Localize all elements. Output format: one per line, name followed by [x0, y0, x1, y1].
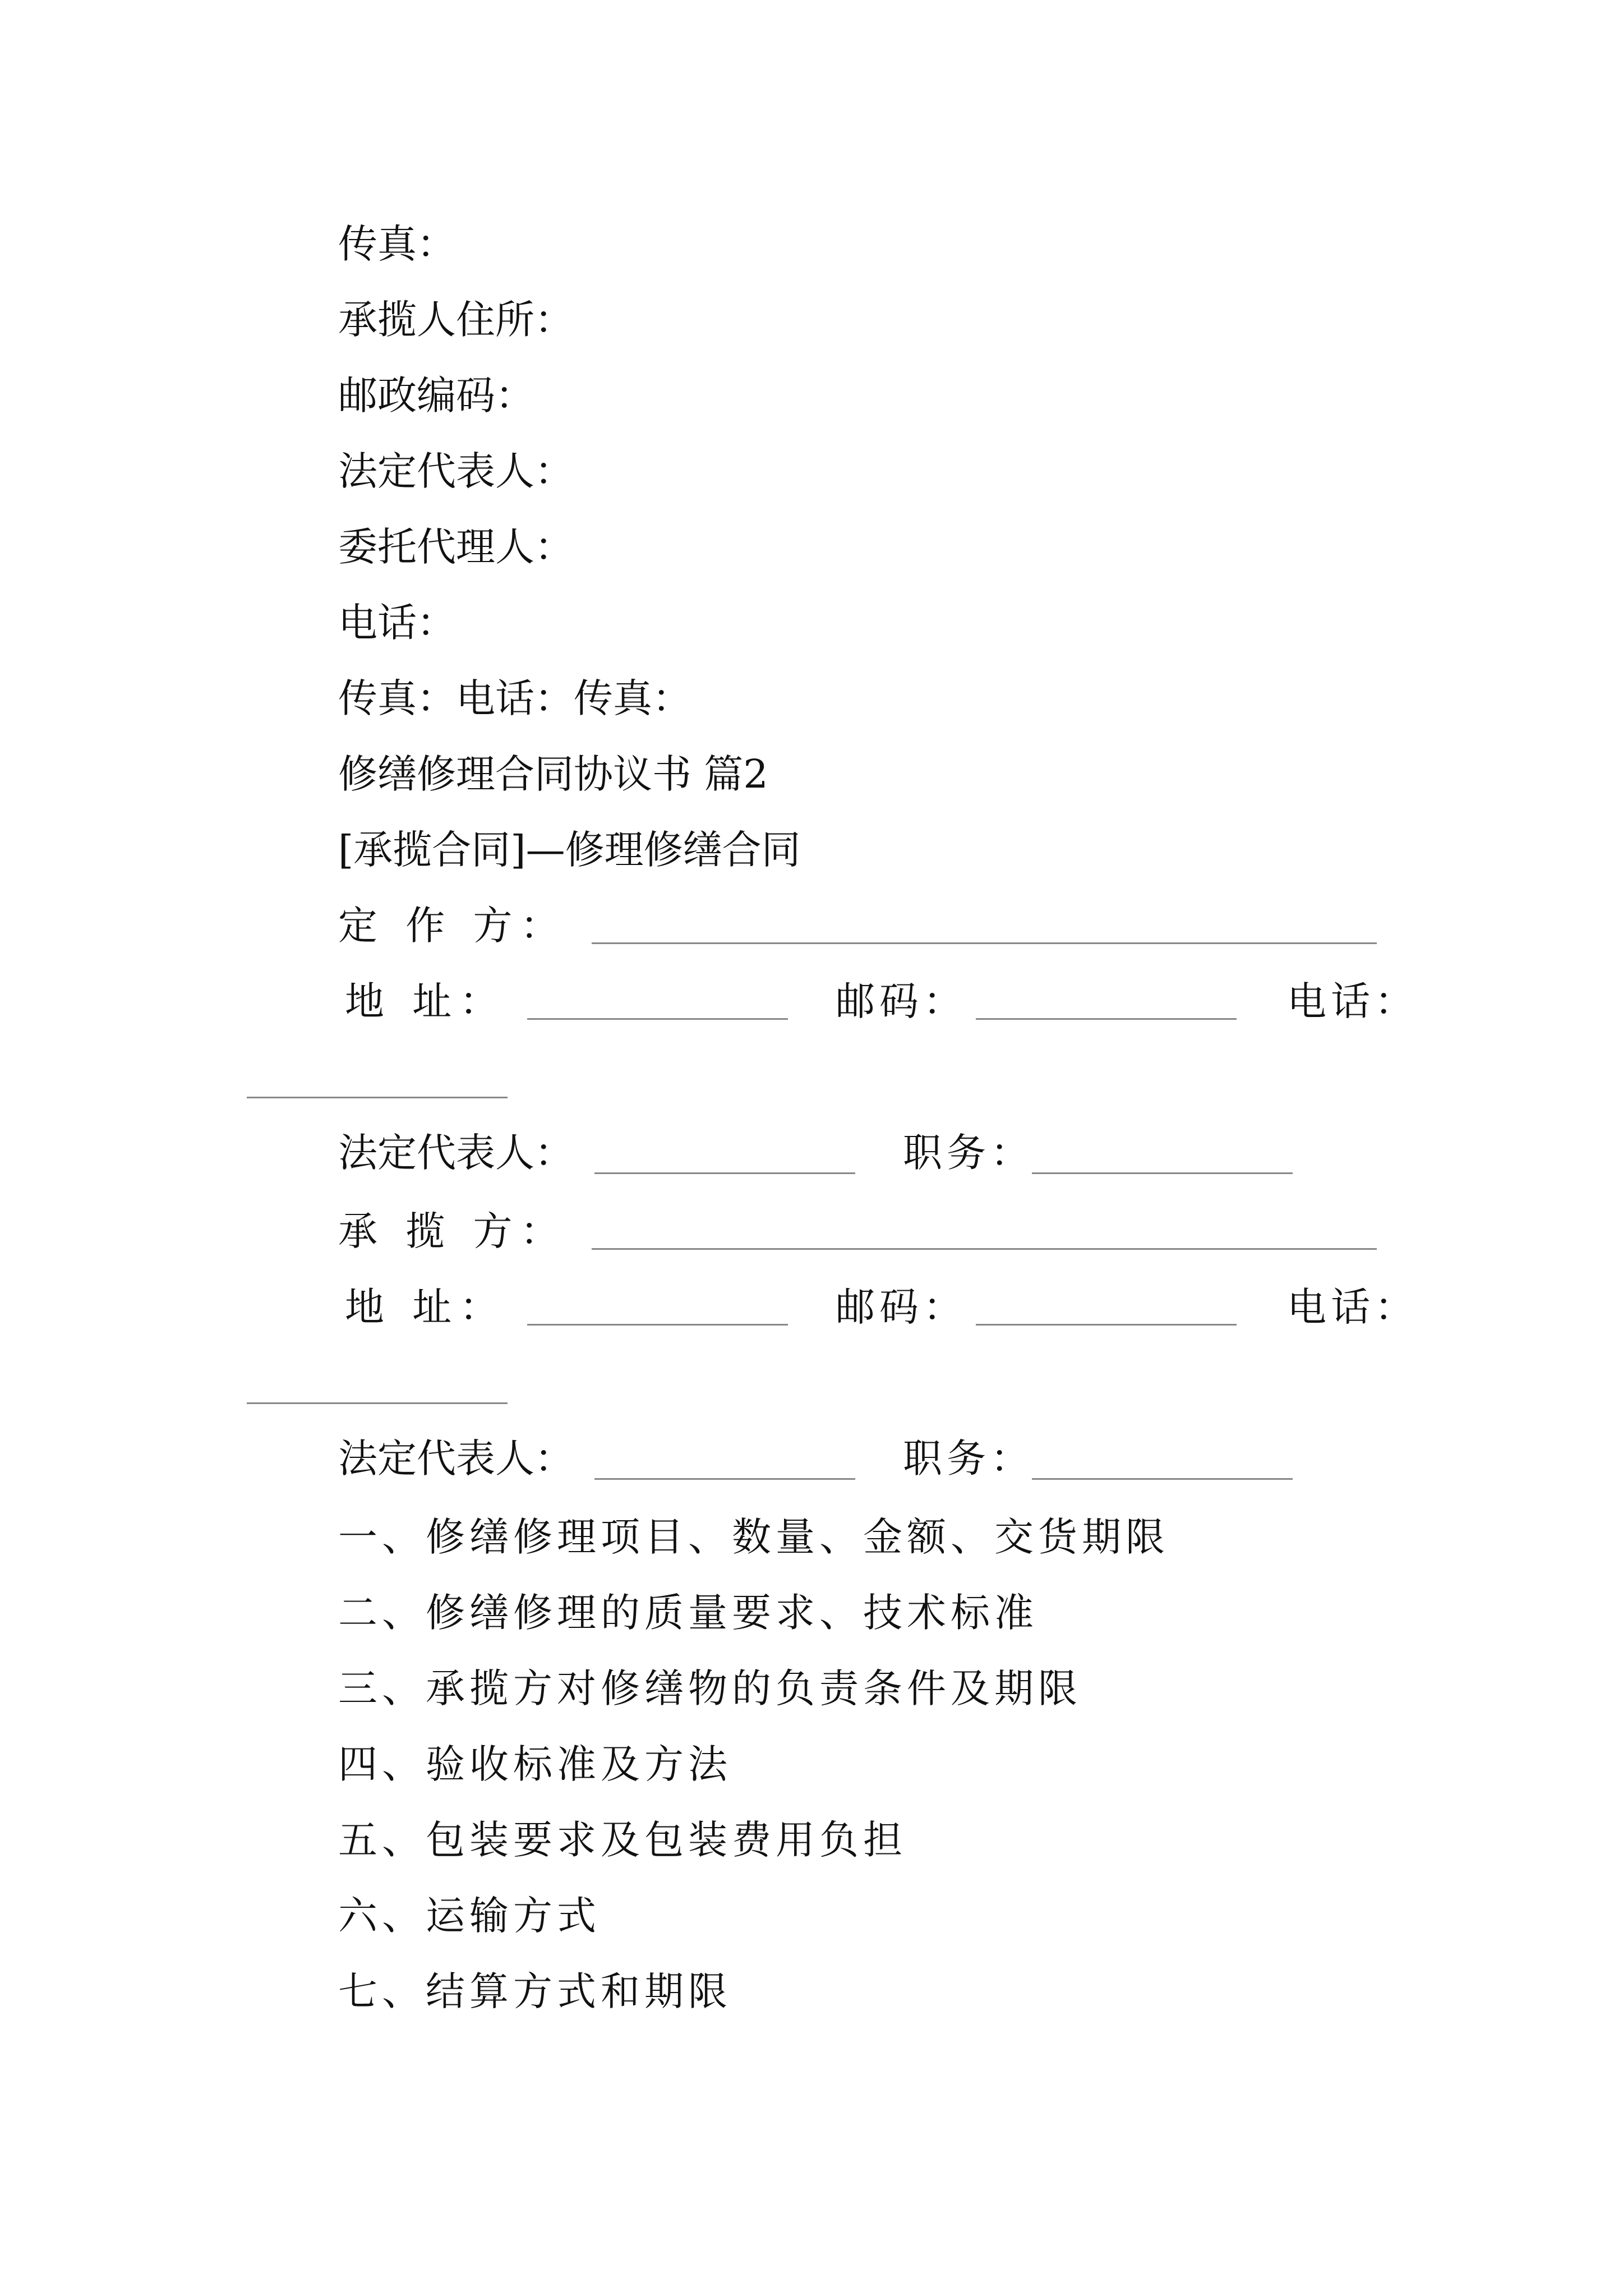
party-a-title-blank[interactable] [1032, 1172, 1293, 1174]
party-b-title-label: 职务： [903, 1435, 1034, 1481]
clause-7: 七、结算方式和期限 [338, 1968, 732, 2014]
party-b-label: 承 揽 方： [338, 1208, 568, 1254]
party-a-phone-label: 电话： [1287, 978, 1418, 1024]
contract-title: [承揽合同]—修理修缮合同 [338, 827, 801, 873]
legal-rep-line: 法定代表人： [338, 448, 574, 494]
clause-1: 一、修缮修理项目、数量、金额、交货期限 [338, 1514, 1169, 1560]
section-heading: 修缮修理合同协议书 篇2 [338, 751, 768, 797]
party-b-address-blank[interactable] [527, 1324, 788, 1326]
phone-line: 电话： [338, 600, 456, 646]
party-b-blank[interactable] [592, 1248, 1377, 1250]
party-a-postcode-label: 邮码： [836, 978, 967, 1024]
party-a-postcode-blank[interactable] [976, 1018, 1237, 1020]
party-b-postcode-label: 邮码： [836, 1284, 967, 1330]
party-b-address-label: 地 址： [345, 1284, 507, 1330]
party-b-phone-label: 电话： [1287, 1284, 1418, 1330]
agent-line: 委托代理人： [338, 524, 574, 570]
clause-3: 三、承揽方对修缮物的负责条件及期限 [338, 1665, 1082, 1711]
party-b-rep-blank[interactable] [594, 1478, 855, 1480]
party-a-phone-blank[interactable] [247, 1097, 508, 1098]
contractor-address-line: 承揽人住所： [338, 297, 574, 343]
party-a-label: 定 作 方： [338, 903, 568, 949]
clause-2: 二、修缮修理的质量要求、技术标准 [338, 1590, 1038, 1636]
clause-4: 四、验收标准及方法 [338, 1741, 732, 1787]
party-a-address-blank[interactable] [527, 1018, 788, 1020]
party-b-rep-label: 法定代表人： [338, 1435, 574, 1481]
party-a-rep-blank[interactable] [594, 1172, 855, 1174]
fax-line: 传真： [338, 221, 456, 267]
party-b-phone-blank[interactable] [247, 1402, 508, 1404]
clause-6: 六、运输方式 [338, 1893, 601, 1939]
party-b-postcode-blank[interactable] [976, 1324, 1237, 1326]
party-b-title-blank[interactable] [1032, 1478, 1293, 1480]
fax-phone-fax-line: 传真：电话：传真： [338, 675, 691, 721]
party-a-rep-label: 法定代表人： [338, 1130, 574, 1176]
party-a-blank[interactable] [592, 942, 1377, 944]
postcode-line: 邮政编码： [338, 372, 534, 418]
clause-5: 五、包装要求及包装费用负担 [338, 1817, 907, 1863]
party-a-address-label: 地 址： [345, 978, 507, 1024]
party-a-title-label: 职务： [903, 1130, 1034, 1176]
